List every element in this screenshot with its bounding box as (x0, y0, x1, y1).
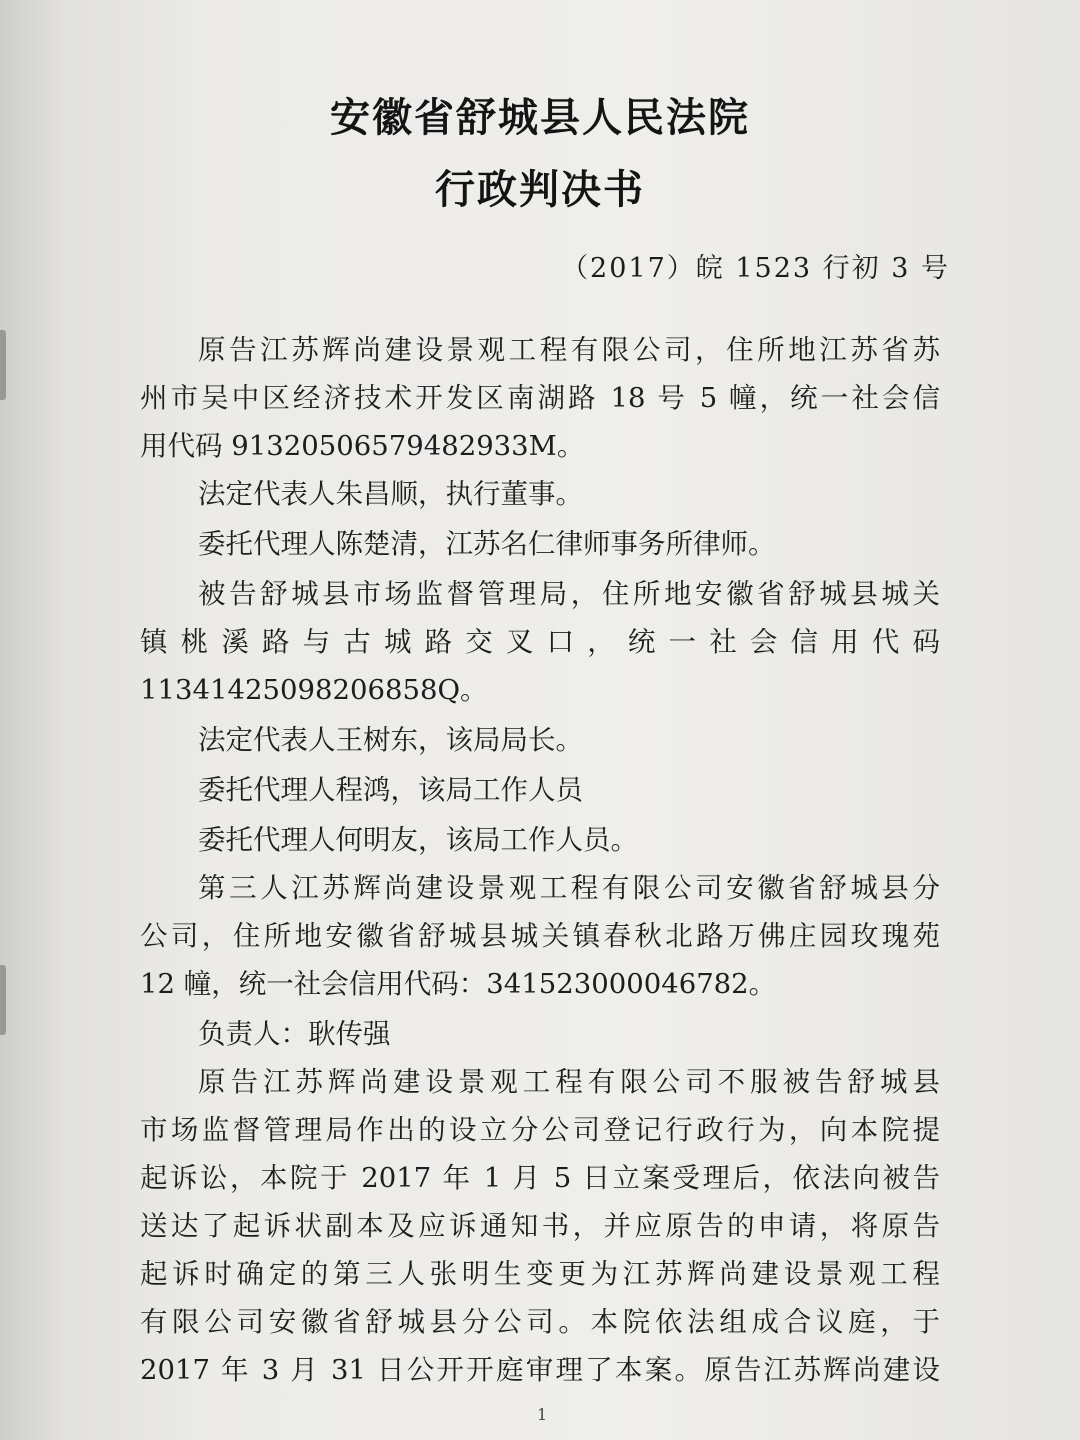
body-line: 12 幢，统一社会信用代码：341523000046782。 (140, 968, 777, 1000)
body-line: 起诉时确定的第三人张明生变更为江苏辉尚建设景观工程 (140, 1258, 940, 1290)
body-line: 原告江苏辉尚建设景观工程有限公司不服被告舒城县 (198, 1066, 940, 1098)
body-line: 起诉讼，本院于 2017 年 1 月 5 日立案受理后，依法向被告 (140, 1162, 940, 1194)
body-line: 委托代理人何明友，该局工作人员。 (198, 824, 638, 856)
body-line: 委托代理人陈楚清，江苏名仁律师事务所律师。 (198, 528, 776, 560)
binder-clip (0, 330, 6, 400)
case-number: （2017）皖 1523 行初 3 号 (561, 253, 950, 284)
binder-clip (0, 965, 6, 1035)
body-line: 第三人江苏辉尚建设景观工程有限公司安徽省舒城县分 (198, 872, 940, 904)
body-line: 负责人：耿传强 (198, 1018, 391, 1050)
body-line: 原告江苏辉尚建设景观工程有限公司，住所地江苏省苏 (198, 334, 940, 366)
body-line: 被告舒城县市场监督管理局，住所地安徽省舒城县城关 (198, 578, 940, 610)
body-line: 有限公司安徽省舒城县分公司。本院依法组成合议庭，于 (140, 1306, 940, 1338)
body-line: 用代码 91320506579482933M。 (140, 430, 585, 462)
document-type-title: 行政判决书 (435, 167, 645, 213)
court-title: 安徽省舒城县人民法院 (330, 95, 750, 141)
body-line: 委托代理人程鸿，该局工作人员 (198, 774, 583, 806)
body-line: 市场监督管理局作出的设立分公司登记行政行为，向本院提 (140, 1114, 940, 1146)
body-line: 11341425098206858Q。 (140, 674, 488, 706)
body-line: 法定代表人朱昌顺，执行董事。 (198, 478, 583, 510)
body-line: 镇桃溪路与古城路交叉口，统一社会信用代码 (140, 626, 940, 658)
page-number: 1 (537, 1405, 548, 1424)
body-line: 2017 年 3 月 31 日公开开庭审理了本案。原告江苏辉尚建设 (140, 1354, 940, 1386)
body-line: 公司，住所地安徽省舒城县城关镇春秋北路万佛庄园玫瑰苑 (140, 920, 940, 952)
body-line: 州市吴中区经济技术开发区南湖路 18 号 5 幢，统一社会信 (140, 382, 940, 414)
body-line: 送达了起诉状副本及应诉通知书，并应原告的申请，将原告 (140, 1210, 940, 1242)
body-line: 法定代表人王树东，该局局长。 (198, 724, 583, 756)
